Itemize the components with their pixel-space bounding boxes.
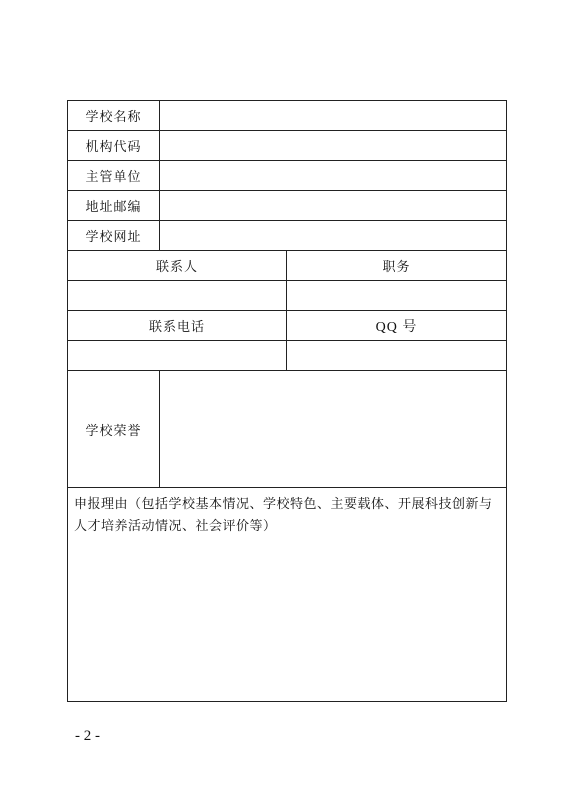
honors-row	[68, 371, 507, 488]
supervisor-field[interactable]	[160, 161, 507, 191]
phone-value-row	[68, 341, 507, 371]
contact-person-field[interactable]	[68, 281, 287, 311]
contact-value-row	[68, 281, 507, 311]
address-label: 地址邮编	[68, 191, 160, 221]
org-code-row	[68, 131, 507, 161]
contact-header-row	[68, 251, 507, 281]
phone-field[interactable]	[68, 341, 287, 371]
address-field[interactable]	[160, 191, 507, 221]
org-code-label: 机构代码	[68, 131, 160, 161]
website-label: 学校网址	[68, 221, 160, 251]
honors-field[interactable]	[160, 371, 507, 488]
honors-label: 学校荣誉	[68, 371, 160, 488]
website-row	[68, 221, 507, 251]
contact-person-label: 联系人	[68, 251, 287, 281]
org-code-field[interactable]	[160, 131, 507, 161]
supervisor-label: 主管单位	[68, 161, 160, 191]
reason-field[interactable]	[68, 488, 507, 702]
phone-header-row	[68, 311, 507, 341]
school-application-form	[67, 100, 507, 702]
page-number: - 2 -	[75, 728, 100, 744]
position-field[interactable]	[287, 281, 507, 311]
school-name-label: 学校名称	[68, 101, 160, 131]
phone-label: 联系电话	[68, 311, 287, 341]
qq-field[interactable]	[287, 341, 507, 371]
reason-row	[68, 488, 507, 702]
school-name-row	[68, 101, 507, 131]
reason-label: 申报理由（包括学校基本情况、学校特色、主要载体、开展科技创新与人才培养活动情况、社会评价等）	[74, 497, 493, 534]
school-name-field[interactable]	[160, 101, 507, 131]
supervisor-row	[68, 161, 507, 191]
qq-label: QQ 号	[287, 311, 507, 341]
address-row	[68, 191, 507, 221]
position-label: 职务	[287, 251, 507, 281]
website-field[interactable]	[160, 221, 507, 251]
